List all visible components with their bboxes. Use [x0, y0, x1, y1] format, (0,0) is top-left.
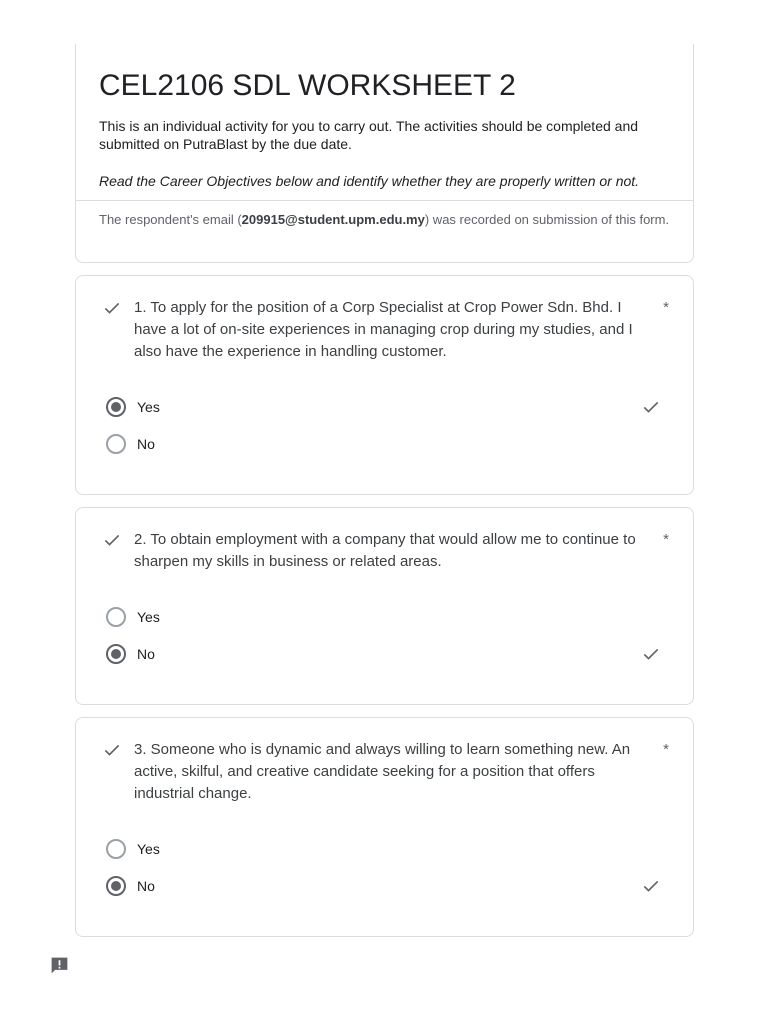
question-text: 2. To obtain employment with a company that would allow me to continue to sharpen my skills in business or related areas.: [134, 531, 636, 570]
radio-unselected[interactable]: [106, 839, 126, 859]
respondent-email-notice: [99, 210, 679, 229]
option-label: No: [137, 878, 155, 894]
option-no[interactable]: [106, 432, 155, 456]
option-yes[interactable]: [106, 605, 160, 629]
required-asterisk: *: [663, 299, 669, 316]
question-text: 1. To apply for the position of a Corp Specialist at Crop Power Sdn. Bhd. I have a lot of on-site experiences in managing crop during my studies, and I also have the experience in handling customer.: [134, 299, 633, 360]
question-card-2: [75, 507, 694, 705]
form-title: CEL2106 SDL WORKSHEET 2: [99, 69, 516, 102]
option-label: No: [137, 436, 155, 452]
option-label: Yes: [137, 841, 160, 857]
question-card-1: [75, 275, 694, 495]
check-icon: [102, 740, 122, 760]
required-asterisk: *: [663, 531, 669, 548]
radio-unselected[interactable]: [106, 434, 126, 454]
form-instruction: Read the Career Objectives below and identify whether they are properly written or not.: [99, 173, 640, 189]
email-prefix: The respondent's email (: [99, 212, 242, 227]
radio-selected[interactable]: [106, 876, 126, 896]
option-label: No: [137, 646, 155, 662]
feedback-icon[interactable]: [49, 955, 70, 976]
respondent-email: 209915@student.upm.edu.my: [241, 212, 425, 227]
form-description: This is an individual activity for you to carry out. The activities should be completed and submitted on PutraBlast by the due date.: [99, 118, 639, 152]
check-icon: [641, 644, 661, 664]
option-no[interactable]: [106, 874, 155, 898]
radio-unselected[interactable]: [106, 607, 126, 627]
option-label: Yes: [137, 609, 160, 625]
option-yes[interactable]: [106, 837, 160, 861]
check-icon: [102, 298, 122, 318]
radio-selected[interactable]: [106, 397, 126, 417]
question-card-3: [75, 717, 694, 937]
option-yes[interactable]: [106, 395, 160, 419]
option-no[interactable]: [106, 642, 155, 666]
email-suffix: ) was recorded on submission of this form.: [424, 212, 670, 227]
header-divider: [76, 200, 693, 201]
option-label: Yes: [137, 399, 160, 415]
required-asterisk: *: [663, 741, 669, 758]
check-icon: [102, 530, 122, 550]
form-header-card: [75, 44, 694, 263]
check-icon: [641, 397, 661, 417]
check-icon: [641, 876, 661, 896]
question-text: 3. Someone who is dynamic and always willing to learn something new. An active, skilful, and creative candidate seeking for a position that offers industrial change.: [134, 741, 631, 802]
radio-selected[interactable]: [106, 644, 126, 664]
